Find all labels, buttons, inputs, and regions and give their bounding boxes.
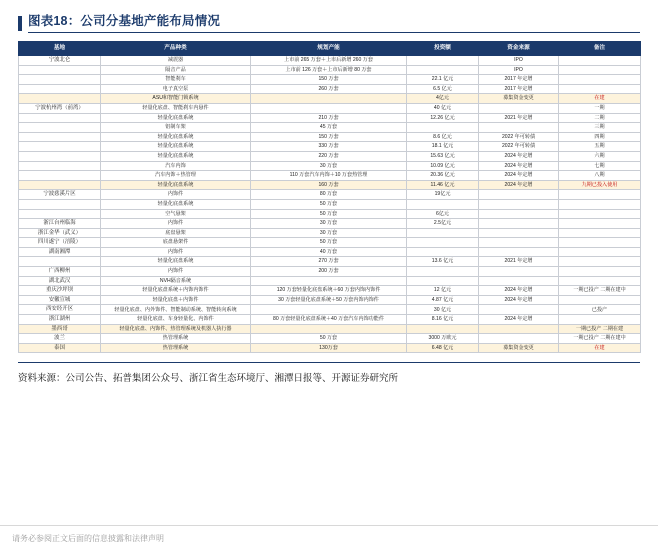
table-cell [559,199,641,209]
table-cell [19,180,101,190]
col-header-funding: 资金来源 [479,42,559,56]
table-cell: 轻量化底盘、智能刹车内悬件 [101,103,251,113]
table-row [19,56,641,66]
table-cell: 19亿元 [407,190,479,200]
table-cell: 2021 年定增 [479,257,559,267]
table-row [19,343,641,353]
table-cell [559,75,641,85]
table-cell: 三期 [559,123,641,133]
table-cell: 22.1 亿元 [407,75,479,85]
table-cell: 30 亿元 [407,305,479,315]
table-cell: 底盘悬架件 [101,238,251,248]
table-cell: 10.09 亿元 [407,161,479,171]
table-cell [479,305,559,315]
table-cell: 80 万套 [251,190,407,200]
table-cell [19,123,101,133]
table-cell [19,75,101,85]
table-cell [559,267,641,277]
table-row [19,228,641,238]
table-row [19,171,641,181]
table-cell [559,56,641,66]
table-cell: 20.36 亿元 [407,171,479,181]
table-cell: 3000 万欧元 [407,334,479,344]
table-cell: 汽车内饰＋热管理 [101,171,251,181]
table-cell: 210 万套 [251,113,407,123]
table-cell [19,151,101,161]
table-cell: 11.46 亿元 [407,180,479,190]
table-cell: 一期已投产 二期在建 [559,324,641,334]
table-cell: IPO [479,56,559,66]
table-cell: 广西柳州 [19,267,101,277]
table-cell: 汽车内饰 [101,161,251,171]
table-cell: 6.5 亿元 [407,84,479,94]
table-cell: 宁波慈溪片区 [19,190,101,200]
table-cell: 轻量化底盘＋内饰件 [101,295,251,305]
table-cell [19,257,101,267]
table-cell: 轻量化底盘系统 [101,151,251,161]
table-cell [19,171,101,181]
table-cell: 募集资金变更 [479,94,559,104]
col-header-product: 产品种类 [101,42,251,56]
table-cell: 30 万套轻量化底盘系统＋50 万套内饰内饰件 [251,295,407,305]
table-cell [19,65,101,75]
footer-disclaimer: 请务必参阅正文后面的信息披露和法律声明 [12,534,164,543]
table-cell: 热管理系统 [101,343,251,353]
table-row [19,257,641,267]
table-row [19,315,641,325]
table-cell: 在建 [559,94,641,104]
table-cell: 2024 年定增 [479,180,559,190]
table-cell: 在建 [559,343,641,353]
table-cell: 2024 年定增 [479,286,559,296]
table-cell [19,199,101,209]
table-cell [19,132,101,142]
table-cell [479,123,559,133]
table-cell: 6.48 亿元 [407,343,479,353]
col-header-remark: 备注 [559,42,641,56]
table-cell [407,267,479,277]
table-cell: 轻量化底盘系统 [101,180,251,190]
table-cell: 6亿元 [407,209,479,219]
table-cell [19,142,101,152]
table-cell: 九期已投入使用 [559,180,641,190]
table-cell: 二期 [559,113,641,123]
table-cell: 热管理系统 [101,334,251,344]
table-cell: 空气悬架 [101,209,251,219]
table-cell: 130万套 [251,343,407,353]
table-cell [19,94,101,104]
table-cell: 2024 年定增 [479,171,559,181]
table-cell: 浙江金华（武义） [19,228,101,238]
table-cell: 上市前 126 万套＋上市后新增 80 万套 [251,65,407,75]
table-cell: 墨西哥 [19,324,101,334]
table-cell: 重庆沙坪坝 [19,286,101,296]
table-cell: 轻量化底盘系统＋内饰内饰件 [101,286,251,296]
table-cell: 45 万套 [251,123,407,133]
table-row [19,132,641,142]
table-cell [479,199,559,209]
table-cell: 40 亿元 [407,103,479,113]
table-cell: 2024 年定增 [479,161,559,171]
table-body [19,56,641,353]
table-cell: 50 万套 [251,209,407,219]
table-cell: 30 万套 [251,228,407,238]
table-cell: 330 万套 [251,142,407,152]
table-cell: 2024 年定增 [479,151,559,161]
table-cell: 智能刹车 [101,75,251,85]
table-row [19,142,641,152]
table-cell: 轻量化底盘、内外饰件、智能制动系统、智能转向系统 [101,305,251,315]
table-cell [251,324,407,334]
table-cell: 轻量化底盘系统 [101,257,251,267]
table-cell: 一期 [559,103,641,113]
table-cell [407,56,479,66]
table-row [19,151,641,161]
col-header-base: 基地 [19,42,101,56]
table-cell: 12 亿元 [407,286,479,296]
table-cell: 30 万套 [251,161,407,171]
table-cell: 2017 年定增 [479,75,559,85]
table-cell: 2022 年可转债 [479,132,559,142]
table-cell [407,247,479,257]
table-cell: 50 万套 [251,238,407,248]
title-accent-bar [18,16,22,31]
table-row [19,190,641,200]
table-row [19,113,641,123]
table-cell [479,267,559,277]
table-cell [479,247,559,257]
table-cell: 150 万套 [251,75,407,85]
table-row [19,180,641,190]
table-row [19,123,641,133]
table-cell: 四川遂宁（涪陵） [19,238,101,248]
table-cell: 轻量化底盘系统 [101,199,251,209]
table-cell: 220 万套 [251,151,407,161]
table-cell: 轻量化底盘系统 [101,142,251,152]
table-row [19,238,641,248]
table-cell: 五期 [559,142,641,152]
table-cell: 2022 年可转债 [479,142,559,152]
table-row [19,209,641,219]
figure-title [18,14,640,33]
table-cell: 轻量化底盘系统 [101,113,251,123]
table-row [19,219,641,229]
table-cell [407,238,479,248]
table-row [19,334,641,344]
table-cell [479,334,559,344]
table-cell [479,103,559,113]
table-cell: 110 万套汽车内饰＋10 万套热管理 [251,171,407,181]
table-cell [407,228,479,238]
table-cell: 内饰件 [101,247,251,257]
table-cell: 15.63 亿元 [407,151,479,161]
table-row [19,276,641,286]
table-cell [559,238,641,248]
table-row [19,84,641,94]
table-cell [19,84,101,94]
table-cell: NVH隔音系统 [101,276,251,286]
table-cell: 50 万套 [251,334,407,344]
table-header-row [19,42,641,56]
table-cell [251,103,407,113]
table-cell: 260 万套 [251,84,407,94]
table-cell [407,276,479,286]
table-cell: 2024 年定增 [479,315,559,325]
table-cell: 200 万套 [251,267,407,277]
table-cell: 六期 [559,151,641,161]
table-cell: 底盘悬架 [101,228,251,238]
table-row [19,65,641,75]
table-cell [251,276,407,286]
table-cell: 30 万套 [251,219,407,229]
table-cell: 12.26 亿元 [407,113,479,123]
table-cell [479,324,559,334]
table-cell: 18.1 亿元 [407,142,479,152]
table-cell: 隔音产品 [101,65,251,75]
table-cell: 湖南湘潭 [19,247,101,257]
table-row [19,286,641,296]
table-cell: 浙江台州临海 [19,219,101,229]
table-row [19,161,641,171]
table-cell [559,247,641,257]
table-cell [479,209,559,219]
table-cell: 2024 年定增 [479,295,559,305]
table-cell [251,94,407,104]
table-cell [559,228,641,238]
figure-title-text: 图表18：公司分基地产能布局情况 [28,14,640,33]
table-cell: 七期 [559,161,641,171]
table-cell: 160 万套 [251,180,407,190]
table-cell: IPO [479,65,559,75]
table-cell [559,257,641,267]
table-cell [19,161,101,171]
table-row [19,94,641,104]
table-cell: 13.6 亿元 [407,257,479,267]
table-cell: 50 万套 [251,199,407,209]
col-header-capacity: 规划产能 [251,42,407,56]
table-cell: 电子真空泵 [101,84,251,94]
table-cell: 减震器 [101,56,251,66]
table-cell: 宁波杭州湾（前湾） [19,103,101,113]
table-cell: 内饰件 [101,219,251,229]
table-cell [407,123,479,133]
table-cell [559,84,641,94]
table-cell [559,65,641,75]
table-cell [251,305,407,315]
table-cell: 募集资金变更 [479,343,559,353]
table-cell: 150 万套 [251,132,407,142]
table-row [19,305,641,315]
table-cell: 8.6 亿元 [407,132,479,142]
table-cell: 一期已投产 二期在建中 [559,286,641,296]
table-cell: 轻量化底盘、车身轻量化、内饰件 [101,315,251,325]
table-cell: 上市前 265 万套＋上市后新增 260 万套 [251,56,407,66]
table-cell: 80 万套轻量化底盘系统＋40 万套汽车内饰功能件 [251,315,407,325]
table-cell [559,190,641,200]
table-cell [19,113,101,123]
table-cell: 4.87 亿元 [407,295,479,305]
table-cell: 已投产 [559,305,641,315]
table-cell [559,219,641,229]
table-cell [407,65,479,75]
table-row [19,199,641,209]
table-cell: 120 万套轻量化底盘系统＋60 万套内饰内饰件 [251,286,407,296]
table-cell: 8.16 亿元 [407,315,479,325]
table-cell: 270 万套 [251,257,407,267]
table-cell: 浙江湖州 [19,315,101,325]
col-header-investment: 投资额 [407,42,479,56]
table-cell [407,324,479,334]
table-cell [479,190,559,200]
capacity-table [18,41,641,353]
table-cell [559,276,641,286]
table-cell: 八期 [559,171,641,181]
table-cell [407,199,479,209]
table-cell: 泰国 [19,343,101,353]
table-cell: 波兰 [19,334,101,344]
table-cell [559,295,641,305]
table-cell: 轻量化底盘、内饰件、热管理系统及机器人执行器 [101,324,251,334]
table-cell [479,228,559,238]
table-cell: 西安经开区 [19,305,101,315]
table-row [19,103,641,113]
table-cell: 4亿元 [407,94,479,104]
table-cell [559,315,641,325]
table-cell: 2017 年定增 [479,84,559,94]
table-cell: 40 万套 [251,247,407,257]
table-row [19,324,641,334]
table-cell: 一期已投产 二期在建中 [559,334,641,344]
table-cell [479,219,559,229]
table-row [19,247,641,257]
table-cell: 2.5亿元 [407,219,479,229]
table-cell [479,238,559,248]
table-cell: 轻量化底盘系统 [101,132,251,142]
table-cell [479,276,559,286]
source-note: 资料来源：公司公告、拓普集团公众号、浙江省生态环境厅、湘潭日报等、开源证券研究所 [18,362,640,384]
table-cell: 内饰件 [101,267,251,277]
table-cell: 2021 年定增 [479,113,559,123]
table-cell: ASU和智能门锁系统 [101,94,251,104]
table-cell: 安徽宣城 [19,295,101,305]
table-cell [19,209,101,219]
table-cell: 湖北武汉 [19,276,101,286]
table-cell: 宁波北仑 [19,56,101,66]
table-row [19,295,641,305]
table-cell: 铝制车架 [101,123,251,133]
table-cell: 四期 [559,132,641,142]
table-cell [559,209,641,219]
table-row [19,75,641,85]
table-row [19,267,641,277]
table-cell: 内饰件 [101,190,251,200]
